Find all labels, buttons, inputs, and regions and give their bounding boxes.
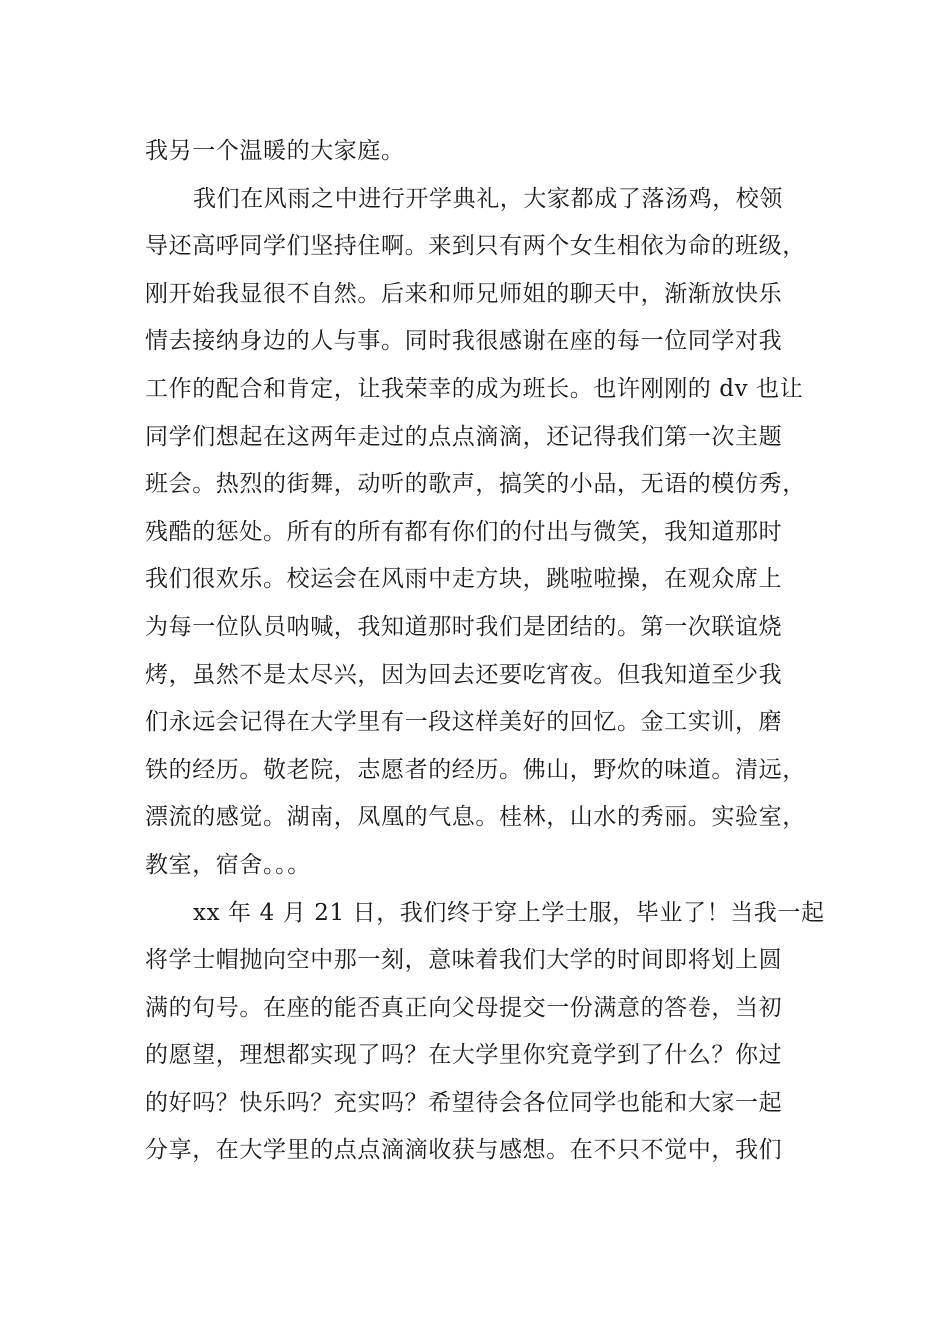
text-line: 们永远会记得在大学里有一段这样美好的回忆。金工实训，磨 [145,709,783,736]
paragraph-start-line: 我们在风雨之中进行开学典礼，大家都成了落汤鸡，校领 [193,185,783,212]
text-line: 的好吗？快乐吗？充实吗？希望待会各位同学也能和大家一起 [145,1089,783,1116]
text-line: 残酷的惩处。所有的所有都有你们的付出与微笑，我知道那时 [145,518,783,545]
text-line: 教室，宿舍。。。 [145,851,311,878]
text-line: 为每一位队员呐喊，我知道那时我们是团结的。第一次联谊烧 [145,613,783,640]
text-line: 同学们想起在这两年走过的点点滴滴，还记得我们第一次主题 [145,423,783,450]
text-line: 情去接纳身边的人与事。同时我很感谢在座的每一位同学对我 [145,328,783,355]
text-line: 导还高呼同学们坚持住啊。来到只有两个女生相依为命的班级， [145,233,806,260]
text-line: 满的句号。在座的能否真正向父母提交一份满意的答卷，当初 [145,994,783,1021]
text-line: 烤，虽然不是太尽兴，因为回去还要吃宵夜。但我知道至少我 [145,661,783,688]
text-line: 将学士帽抛向空中那一刻，意味着我们大学的时间即将划上圆 [145,947,783,974]
text-line: 的愿望，理想都实现了吗？在大学里你究竟学到了什么？你过 [145,1042,783,1069]
text-line: 班会。热烈的街舞，动听的歌声，搞笑的小品，无语的模仿秀， [145,471,806,498]
text-line: 刚开始我显很不自然。后来和师兄师姐的聊天中，渐渐放快乐 [145,280,783,307]
paragraph-start-line: xx 年 4 月 21 日，我们终于穿上学士服，毕业了！当我一起 [193,899,825,926]
text-line: 铁的经历。敬老院，志愿者的经历。佛山，野炊的味道。清远， [145,756,806,783]
document-body [145,128,835,1175]
text-line: 我们很欢乐。校运会在风雨中走方块，跳啦啦操，在观众席上 [145,566,783,593]
text-line: 工作的配合和肯定，让我荣幸的成为班长。也许刚刚的 dv 也让 [145,375,804,402]
text-line: 漂流的感觉。湖南，凤凰的气息。桂林，山水的秀丽。实验室， [145,804,806,831]
text-line: 分享，在大学里的点点滴滴收获与感想。在不只不觉中，我们 [145,1137,783,1164]
text-line: 我另一个温暖的大家庭。 [145,138,405,164]
